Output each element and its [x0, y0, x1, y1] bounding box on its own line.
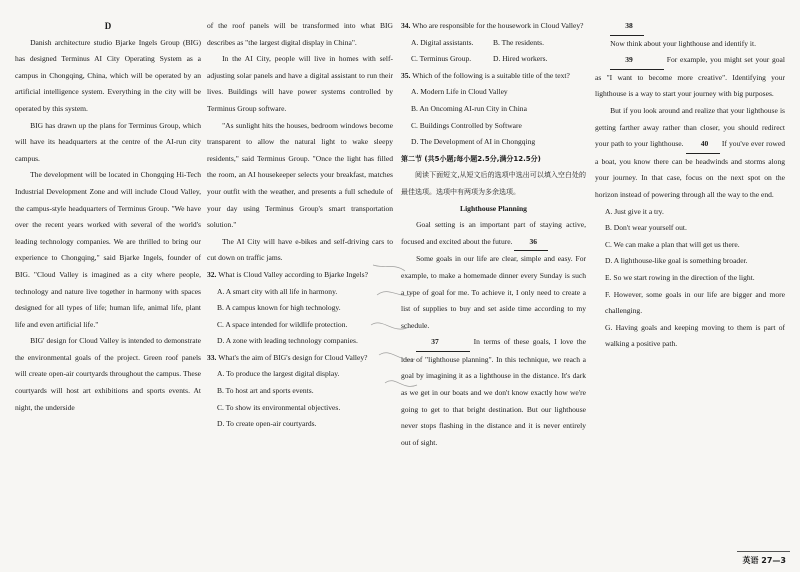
blank-37[interactable]: 37 [416, 334, 470, 352]
question-35 [401, 68, 586, 151]
blank-36[interactable]: 36 [514, 234, 548, 252]
column-2 [207, 18, 393, 433]
passage-paragraph-5: In the AI City, people will live in homes with self-adjusting solar panels and have a digital assistant to run their lives. Buildings will have power systems controlled by Terminus Group software. [207, 54, 393, 113]
cloze-options [595, 204, 785, 353]
page-number: 27—3 [761, 556, 786, 565]
cloze-paragraph-3-cont [595, 18, 785, 36]
passage-paragraph-2: BIG has drawn up the plans for Terminus Group, which will have its headquarters at the centre of the AI-run city campus. [15, 120, 201, 163]
option-b[interactable]: B. A campus known for high technology. [217, 303, 341, 313]
passage-paragraph-6: "As sunlight hits the houses, bedroom windows become transparent to allow the natural light to wake sleepy residents," said Terminus Group. "Once the light has filled the room, an AI housekeeper selects your breakfast, matches your outfit with the weather, and presents a full schedule of your day using Terminus Group's smart transportation solution." [207, 120, 393, 230]
passage-paragraph-3: The development will be located in Chongqing Hi-Tech Industrial Development Zone and will include Cloud Valley, the campus-style headquarters of Terminus Group. "We have over the recent years worked with several of the world's leading technology companies. We are thrilled to bring our experience to Chongqing," said Bjarke Ingels, founder of BIG. "Cloud Valley is imagined as a city where people, technology and nature live together in harmony with spaces designed for all types of life; human life, animal life, plant life and even artificial life." [15, 170, 201, 329]
option-c[interactable]: C. To show its environmental objectives. [217, 402, 341, 412]
option-d[interactable]: D. The Development of AI in Chongqing [411, 137, 536, 147]
option-b[interactable]: B. An Oncoming AI-run City in China [411, 103, 527, 113]
option-d[interactable]: D. Hired workers. [493, 54, 548, 64]
option-a[interactable]: A. To produce the largest digital display. [217, 369, 340, 379]
cloze-paragraph-6 [595, 103, 785, 204]
subject-label: 英语 [742, 556, 759, 565]
cloze-paragraph-4: Now think about your lighthouse and identify it. [610, 38, 756, 48]
option-c[interactable]: C. Terminus Group. [411, 54, 472, 64]
question-number: 32. [207, 269, 217, 279]
passage-paragraph-4-cont: of the roof panels will be transformed into what BIG describes as "the largest digital display in China". [207, 21, 393, 47]
option-c[interactable]: C. A space intended for wildlife protection. [217, 319, 348, 329]
column-4 [595, 18, 785, 353]
cloze-paragraph-1 [401, 217, 586, 251]
question-34 [401, 18, 586, 68]
question-32 [207, 267, 393, 350]
question-number: 34. [401, 21, 411, 30]
option-a[interactable]: A. A smart city with all life in harmony. [217, 286, 338, 296]
section-instructions: 阅读下面短文,从短文后的选项中选出可以填入空白处的最佳选项。选项中有两项为多余选项。 [401, 171, 586, 196]
question-number: 33. [207, 352, 217, 362]
passage-paragraph-7: The AI City will have e-bikes and self-driving cars to cut down on traffic jams. [207, 236, 393, 263]
cloze-text: But if you look around and realize that your lighthouse is getting farther away rather than closer, you should redirect your path to your lighthouse. [595, 105, 785, 149]
cloze-text: For example, you might set your goal as "I want to become more creative". Identifying your lighthouse is a way to start your journey with big purposes. [595, 55, 785, 99]
cloze-option-a[interactable]: A. Just give it a try. [605, 206, 664, 216]
option-b[interactable]: B. The residents. [493, 37, 545, 47]
question-stem: Which of the following is a suitable title of the text? [412, 70, 570, 80]
cloze-paragraph-2: Some goals in our life are clear, simple and easy. For example, to make a homemade dinner every Sunday is such a type of goal for me. To achieve it, I only need to create a list of supplies to buy and set aside time according to my schedule. [401, 254, 586, 330]
footer-rule [737, 551, 791, 552]
cloze-text: In terms of these goals, I love the idea of "lighthouse planning". In this technique, we reach a goal by imagining it as a lighthouse in the distance. It's dark as we get in our boats and we don't know exactly how we're going to get to that bright destination. But our lighthouse never stops flashing in the distance and it is never entirely out of sight. [401, 337, 586, 447]
cloze-paragraph-5 [595, 52, 785, 103]
cloze-paragraph-3 [401, 334, 586, 451]
cloze-passage-title: Lighthouse Planning [460, 203, 527, 213]
question-stem: Who are responsible for the housework in Cloud Valley? [412, 21, 584, 30]
question-stem: What is Cloud Valley according to Bjarke Ingels? [218, 269, 368, 279]
passage-paragraph-4: BIG' design for Cloud Valley is intended to demonstrate the environmental goals of the project. Green roof panels will create open-air courtyards throughout the campus. These courtyards will host art exhibitions and sports events. At night, the underside [15, 336, 201, 412]
passage-paragraph-1: Danish architecture studio Bjarke Ingels Group (BIG) has designed Terminus AI City Operating System as a campus in Chongqing, China, which will be operated by an artificial intelligence system. Everything in the city will be operated by this system. [15, 37, 201, 113]
page-footer [743, 555, 787, 566]
cloze-option-b[interactable]: B. Don't wear yourself out. [605, 223, 687, 233]
column-3 [401, 18, 586, 451]
question-33 [207, 350, 393, 433]
blank-38[interactable]: 38 [610, 18, 644, 36]
cloze-text: Goal setting is an important part of staying active, focused and excited about the future. [401, 220, 586, 246]
cloze-option-d[interactable]: D. A lighthouse-like goal is something broader. [605, 256, 748, 266]
option-c[interactable]: C. Buildings Controlled by Software [411, 120, 522, 130]
question-stem: What's the aim of BIG's design for Cloud Valley? [218, 352, 368, 362]
section-title: 第二节 (共5小题;每小题2.5分,满分12.5分) [401, 154, 541, 163]
cloze-option-g[interactable]: G. Having goals and keeping moving to them is part of walking a positive path. [605, 322, 785, 349]
cloze-option-f[interactable]: F. However, some goals in our life are bigger and more challenging. [605, 289, 785, 316]
cloze-text: If you've ever rowed a boat, you know there can be headwinds and storms along your journey. In that case, focus on the next spot on the horizon instead of powering through all the way to the end. [595, 139, 785, 199]
option-a[interactable]: A. Digital assistants. [411, 37, 474, 47]
cloze-option-e[interactable]: E. So we start rowing in the direction of the light. [605, 272, 755, 282]
passage-heading: D [104, 21, 112, 31]
option-a[interactable]: A. Modern Life in Cloud Valley [411, 87, 508, 97]
blank-39[interactable]: 39 [610, 52, 664, 70]
question-number: 35. [401, 70, 411, 80]
option-b[interactable]: B. To host art and sports events. [217, 386, 314, 396]
cloze-option-c[interactable]: C. We can make a plan that will get us there. [605, 239, 740, 249]
blank-40[interactable]: 40 [686, 136, 720, 154]
option-d[interactable]: D. To create open-air courtyards. [217, 419, 317, 429]
column-1 [15, 18, 201, 416]
option-d[interactable]: D. A zone with leading technology companies. [217, 336, 358, 346]
